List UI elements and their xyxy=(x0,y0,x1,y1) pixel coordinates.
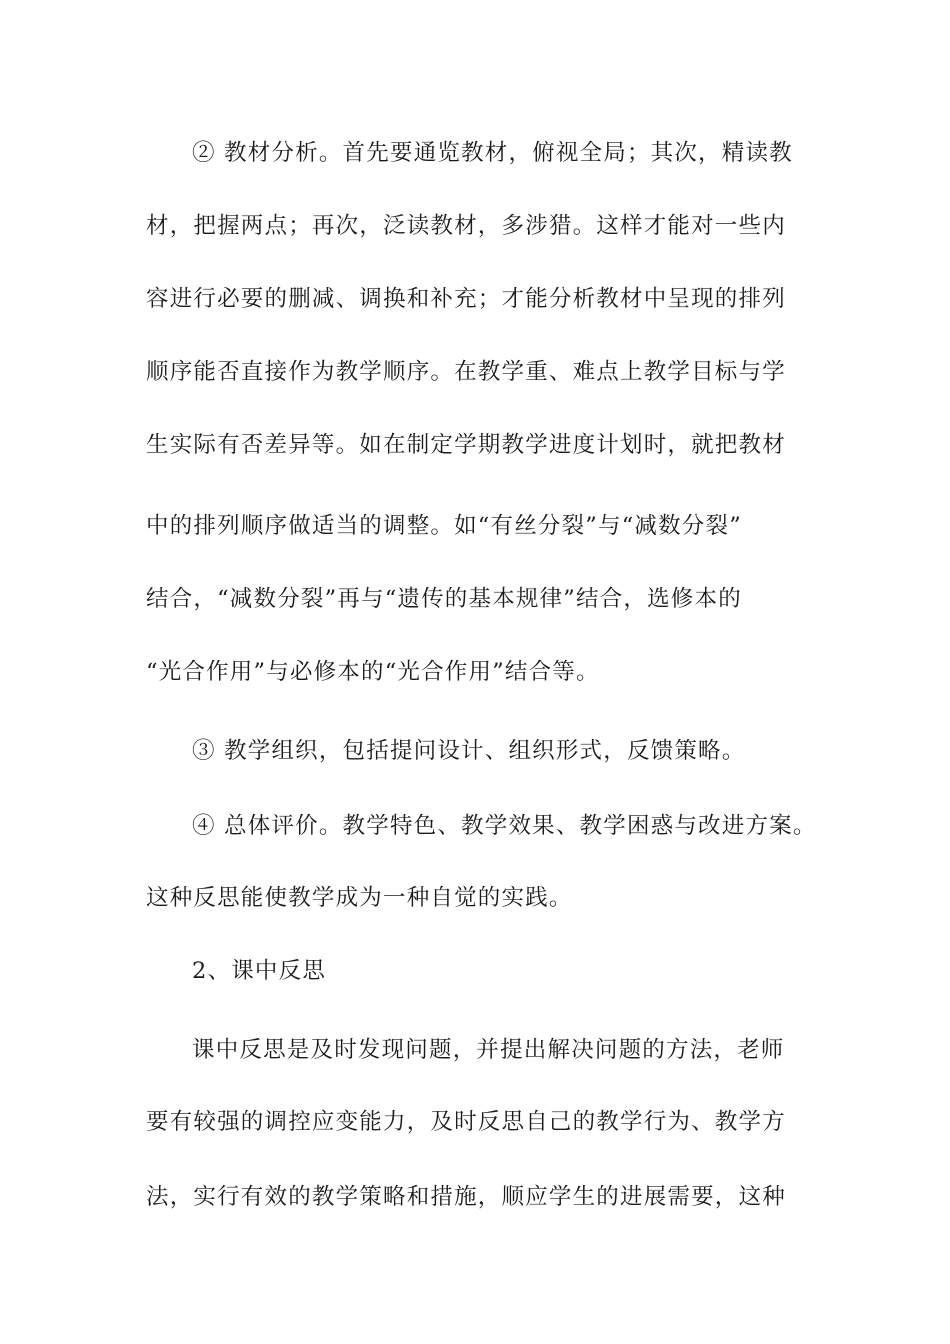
section-heading: 2、课中反思 xyxy=(192,958,327,984)
text-line: 生实际有否差异等。如在制定学期教学进度计划时，就把教材 xyxy=(146,432,786,458)
text-line: 结合，“减数分裂”再与“遗传的基本规律”结合，选修本的 xyxy=(146,586,742,612)
text-line: “光合作用”与必修本的“光合作用”结合等。 xyxy=(146,659,600,685)
text-line: 这种反思能使教学成为一种自觉的实践。 xyxy=(146,885,573,911)
text-line: ③ 教学组织，包括提问设计、组织形式，反馈策略。 xyxy=(192,738,746,764)
text-line: 顺序能否直接作为教学顺序。在教学重、难点上教学目标与学 xyxy=(146,359,786,385)
text-line: ④ 总体评价。教学特色、教学效果、教学困惑与改进方案。 xyxy=(192,813,817,839)
text-line: 材，把握两点；再次，泛读教材，多涉猎。这样才能对一些内 xyxy=(146,213,786,239)
text-line: 要有较强的调控应变能力，及时反思自己的教学行为、教学方 xyxy=(146,1109,786,1135)
text-line: 法，实行有效的教学策略和措施，顺应学生的进展需要，这种 xyxy=(146,1184,786,1210)
text-line: 中的排列顺序做适当的调整。如“有丝分裂”与“减数分裂” xyxy=(146,513,742,539)
text-line: 课中反思是及时发现问题，并提出解决问题的方法，老师 xyxy=(192,1037,785,1063)
text-line: 容进行必要的删减、调换和补充；才能分析教材中呈现的排列 xyxy=(146,286,786,312)
text-line: ② 教材分析。首先要通览教材，俯视全局；其次，精读教 xyxy=(192,140,793,166)
